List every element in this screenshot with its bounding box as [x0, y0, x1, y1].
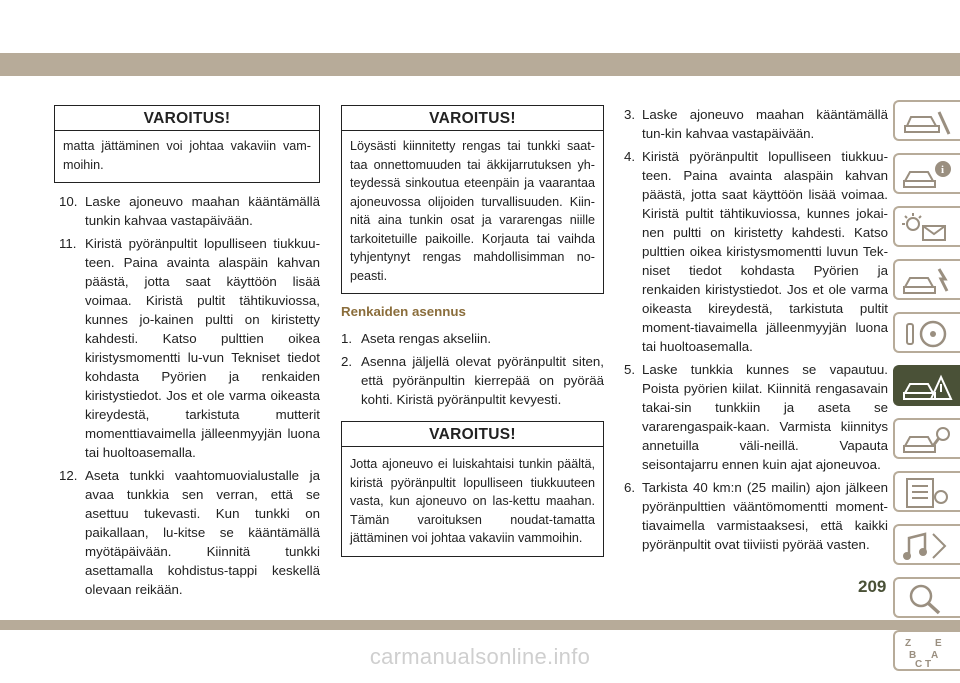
- tab-search[interactable]: [893, 577, 960, 618]
- step-text: Tarkista 40 km:n (25 mailin) ajon jälkeen pyöränpulttien vääntömomentti moment-tiavaimella varmistaaksesi, että kaikki pyöränpultit ovat tiiviisti pyörää vasten.: [642, 480, 888, 552]
- warning-text: Jotta ajoneuvo ei luiskahtaisi tunkin päältä, kiristä pyöränpultit lopulliseen tiukkuuteen vasta, kun ajoneuvo on las-kettu maahan. Tämän varoituksen noudat-tamatta jättäminen voi johtaa vakaviin vammoihin.: [350, 457, 595, 545]
- step-11: [55, 234, 320, 462]
- step-1: [341, 329, 604, 348]
- search-icon: [901, 583, 953, 615]
- step-text: Laske tunkkia kunnes se vapautuu. Poista pyörien kiilat. Kiinnitä rengasavain takai-sin tunkkiin ja aseta se vararengaspaik-kaan. Varmista kiinnitys annetuilla väli-neillä. Vapauta seisontajarru ennen kuin ajat ajoneuvoa.: [642, 362, 888, 472]
- step-5: [624, 360, 888, 474]
- bottom-color-band: [0, 620, 960, 630]
- step-3: [624, 105, 888, 143]
- step-text: Kiristä pyöränpultit lopulliseen tiukkuu-teen. Paina avainta alaspäin kahvan päästä, jotta saat käyttöön lisää voimaa. Kiristä pultit tähtikuviossa, kunnes jo-kainen pultti on kiristetty kahdesti. Katso pulttien oikea kiristysmomentti lu-vun Tekniset tiedot kohdasta Pyörien ja renkaiden kiristystiedot. Jos et ole varma oikeasta kireydestä, tarkistuta mutterit momenttiavaimella jälleenmyyjän luona tai huoltoasemalla.: [85, 236, 320, 460]
- step-number: 11.: [59, 236, 77, 251]
- hazard-car-icon: [901, 371, 953, 403]
- warning-title: VAROITUS!: [55, 106, 319, 131]
- step-number: 12.: [59, 468, 78, 483]
- watermark: carmanualsonline.info: [369, 644, 591, 669]
- svg-text:i: i: [941, 164, 945, 176]
- top-header-bar: [0, 0, 960, 82]
- step-number: 2.: [341, 354, 353, 369]
- column-3: [624, 105, 888, 558]
- tab-emergency[interactable]: [893, 365, 960, 406]
- step-number: 10.: [59, 194, 78, 209]
- step-number: 1.: [341, 331, 353, 346]
- section-title: Renkaiden asennus: [341, 304, 466, 319]
- info-car-icon: [901, 159, 953, 191]
- top-color-band: [0, 53, 960, 76]
- svg-text:Z: Z: [905, 638, 912, 649]
- step-text: Aseta rengas akseliin.: [361, 331, 492, 346]
- tab-multimedia[interactable]: [893, 524, 960, 565]
- svg-text:E: E: [935, 638, 942, 649]
- step-6: [624, 478, 888, 554]
- car-safety-icon: [901, 265, 953, 297]
- step-4: [624, 147, 888, 356]
- tab-safety[interactable]: [893, 259, 960, 300]
- step-text: Laske ajoneuvo maahan kääntämällä tunkin kahvaa vastapäivään.: [85, 194, 320, 228]
- chapter-tabs: [893, 100, 960, 683]
- step-number: 3.: [624, 107, 636, 122]
- tab-specifications[interactable]: [893, 471, 960, 512]
- checklist-icon: [901, 477, 953, 509]
- step-text: Laske ajoneuvo maahan kääntämällä tun-kin kahvaa vastapäivään.: [642, 107, 888, 141]
- warning-box-2: [341, 105, 604, 294]
- column-1: [55, 105, 320, 603]
- page-number: 209: [858, 577, 887, 596]
- warning-box-1: [54, 105, 320, 183]
- svg-text:B: B: [909, 650, 917, 661]
- step-number: 5.: [624, 362, 636, 377]
- svg-text:T: T: [925, 659, 932, 668]
- step-10: [55, 192, 320, 230]
- step-12: [55, 466, 320, 599]
- warning-lights-icon: [901, 212, 953, 244]
- tab-info[interactable]: [893, 153, 960, 194]
- svg-text:A: A: [931, 650, 939, 661]
- warning-text: Löysästi kiinnitetty rengas tai tunkki saat-taa onnettomuuden tai äkkijarrutuksen yh-teydessä sinkoutua eteenpäin ja vaarantaa ajoneuvossa olijoiden turvallisuuden. Kiin-nitä aina tunkin osat ja vararengas niille tarkoitetuille paikoille. Korjauta tai vaihda tyhjentynyt rengas mahdollisimman no-peasti.: [350, 139, 595, 283]
- service-wrench-icon: [901, 424, 953, 456]
- tab-steering[interactable]: [893, 312, 960, 353]
- car-key-icon: [901, 106, 953, 138]
- warning-title: VAROITUS!: [342, 106, 603, 131]
- tab-service[interactable]: [893, 418, 960, 459]
- step-number: 4.: [624, 149, 636, 164]
- step-text: Kiristä pyöränpultit lopulliseen tiukkuu-teen. Paina avainta alaspäin kahvan päästä, jotta saat käyttöön lisää voimaa. Kiristä pultit tähtikuviossa, kunnes jokai-nen pultti on kiristetty kahdesti. Katso pulttien oikea kiristysmomentti luvun Tek-niset tiedot kohdasta Pyörien ja renkaiden kiristystiedot. Jos et ole varma oikeasta kireydestä, tarkistuta pultit moment-tiavaimella jälleenmyyjän luona tai huoltoasemalla.: [642, 149, 888, 354]
- steering-wheel-icon: [901, 318, 953, 350]
- step-number: 6.: [624, 480, 636, 495]
- warning-box-3: [341, 421, 604, 557]
- warning-title: VAROITUS!: [342, 422, 603, 447]
- tab-warning-lights[interactable]: [893, 206, 960, 247]
- music-nav-icon: [901, 530, 953, 562]
- step-text: Aseta tunkki vaahtomuovialustalle ja avaa tunkkia sen verran, että se asettuu tukevasti. Kun tunkki on paikallaan, lu-kitse se kääntämällä myötäpäivään. Kiinnitä tunkki asettamalla kohdistus-tappi keskellä olevaan reikään.: [85, 468, 320, 597]
- column-2: [341, 105, 604, 557]
- step-text: Asenna jäljellä olevat pyöränpultit siten, että pyöränpultin kierrepää on pyörää kohti. Kiristä pyöränpultit kevyesti.: [361, 354, 604, 407]
- tab-car-key[interactable]: [893, 100, 960, 141]
- svg-text:C: C: [915, 659, 923, 668]
- step-2: [341, 352, 604, 409]
- warning-text: matta jättäminen voi johtaa vakaviin vam-moihin.: [63, 139, 311, 172]
